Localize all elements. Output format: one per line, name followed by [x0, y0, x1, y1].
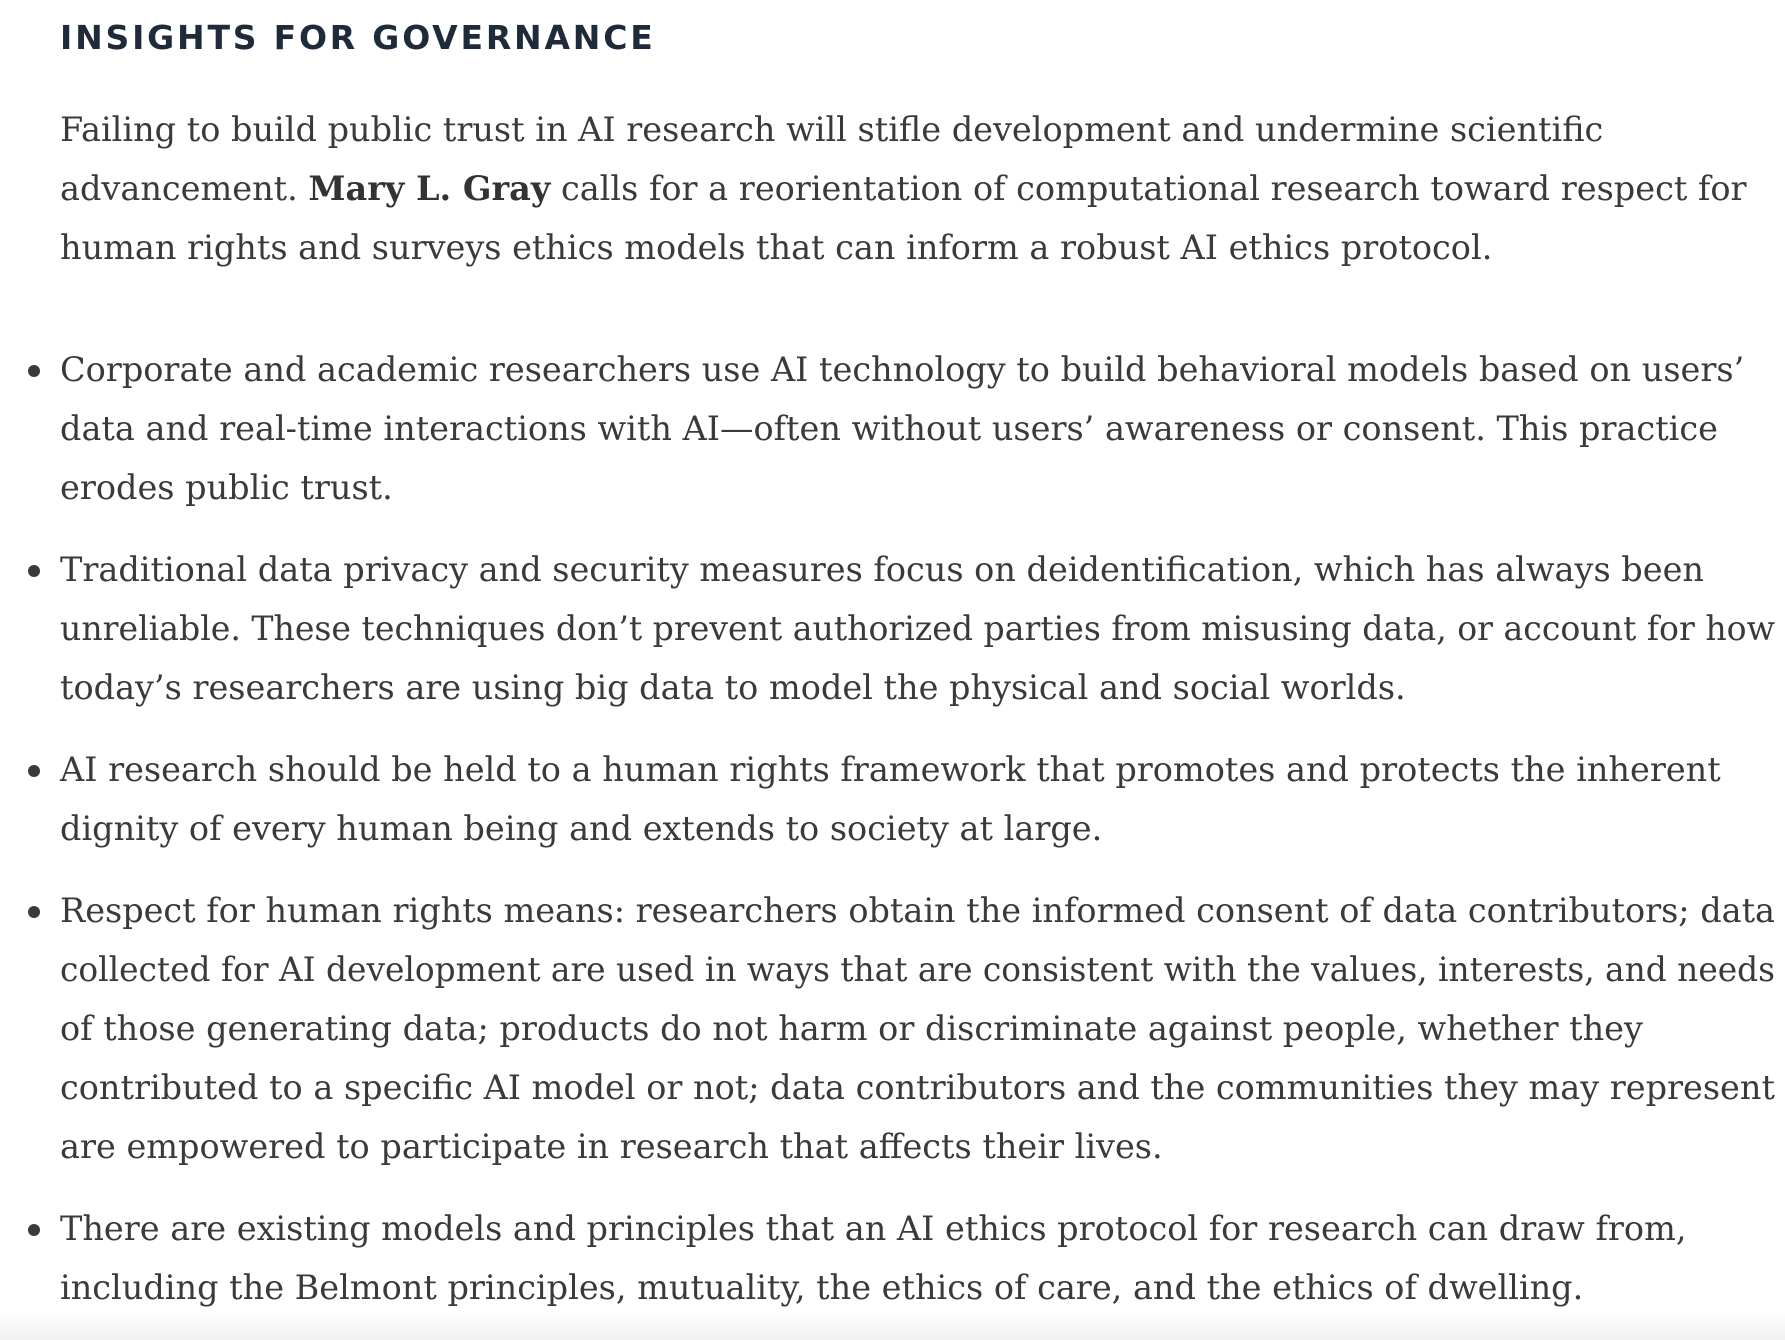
intro-text: advancement.	[60, 169, 309, 208]
bottom-fade	[0, 1310, 1785, 1340]
bullet-icon	[28, 365, 40, 377]
list-item	[0, 1199, 1785, 1317]
section-heading: INSIGHTS FOR GOVERNANCE	[60, 18, 656, 57]
list-item-line: dignity of every human being and extends to society at large.	[60, 809, 1103, 848]
list-item	[0, 340, 1785, 517]
list-item	[0, 540, 1785, 717]
list-item-line: including the Belmont principles, mutuality, the ethics of care, and the ethics of dwelling.	[60, 1268, 1584, 1307]
intro-line: Failing to build public trust in AI research will stifle development and undermine scientific	[60, 110, 1604, 149]
intro-paragraph	[60, 100, 1760, 277]
list-item-line: today’s researchers are using big data to model the physical and social worlds.	[60, 668, 1406, 707]
list-item-line: Traditional data privacy and security measures focus on deidentification, which has always been	[60, 550, 1704, 589]
list-item-line: Corporate and academic researchers use AI technology to build behavioral models based on users’	[60, 350, 1745, 389]
list-item	[0, 740, 1785, 858]
list-item-line: contributed to a specific AI model or not; data contributors and the communities they may represent	[60, 1068, 1775, 1107]
intro-line	[60, 159, 1747, 218]
list-item-line: collected for AI development are used in ways that are consistent with the values, interests, and needs	[60, 950, 1775, 989]
list-item-line: unreliable. These techniques don’t prevent authorized parties from misusing data, or account for how	[60, 609, 1775, 648]
intro-text: calls for a reorientation of computational research toward respect for	[550, 169, 1747, 208]
list-item-line: data and real-time interactions with AI—often without users’ awareness or consent. This practice	[60, 409, 1718, 448]
insights-list	[0, 340, 1785, 1317]
intro-line: human rights and surveys ethics models that can inform a robust AI ethics protocol.	[60, 228, 1493, 267]
bullet-icon	[28, 906, 40, 918]
list-item-line: are empowered to participate in research that affects their lives.	[60, 1127, 1163, 1166]
list-item	[0, 881, 1785, 1176]
list-item-line: AI research should be held to a human rights framework that promotes and protects the inherent	[60, 750, 1721, 789]
list-item-line: There are existing models and principles that an AI ethics protocol for research can draw from,	[60, 1209, 1687, 1248]
bullet-icon	[28, 565, 40, 577]
bullet-icon	[28, 1224, 40, 1236]
author-name: Mary L. Gray	[308, 169, 551, 208]
bullet-icon	[28, 765, 40, 777]
list-item-line: Respect for human rights means: researchers obtain the informed consent of data contributors; data	[60, 891, 1776, 930]
list-item-line: of those generating data; products do not harm or discriminate against people, whether they	[60, 1009, 1643, 1048]
list-item-line: erodes public trust.	[60, 468, 393, 507]
